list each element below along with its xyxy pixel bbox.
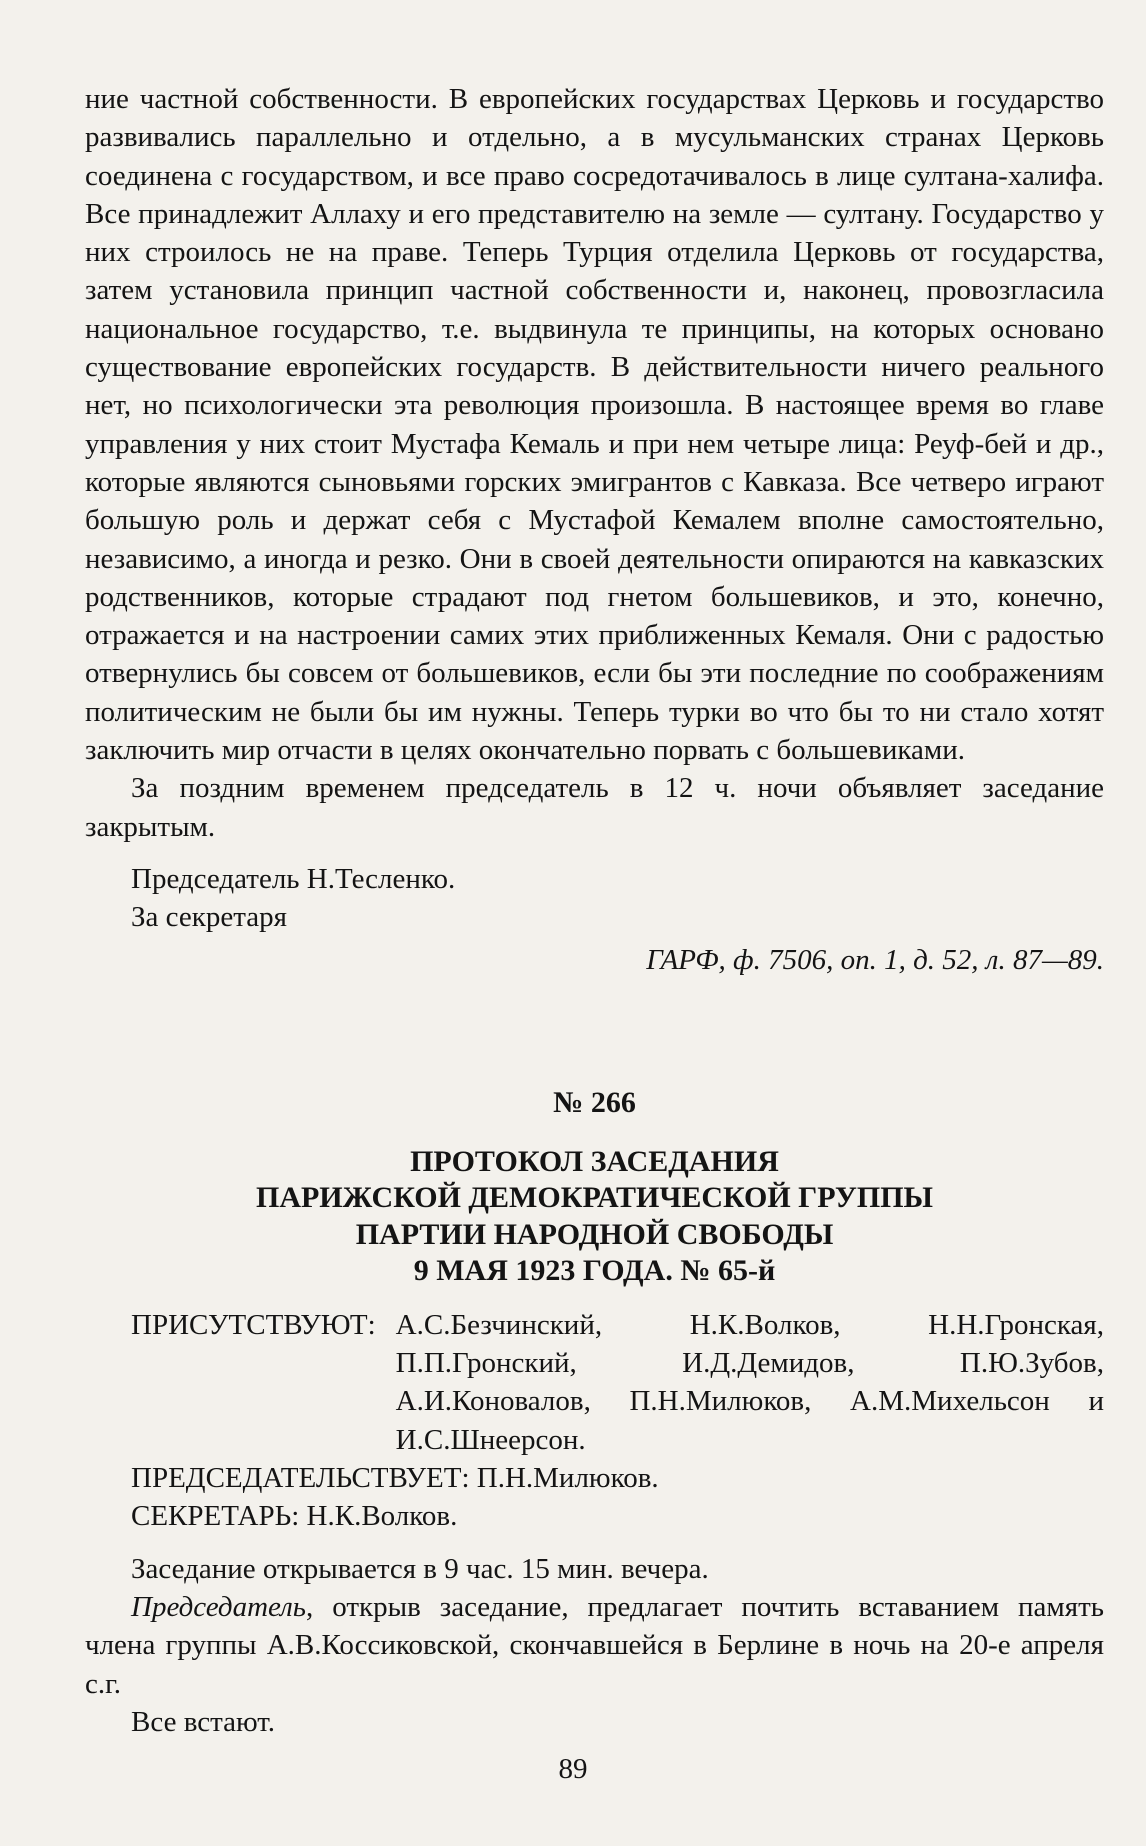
closing-paragraph: За поздним временем председатель в 12 ч. ночи объявляет заседание закрытым. [85, 772, 1104, 843]
title-line: ПАРТИИ НАРОДНОЙ СВОБОДЫ [355, 1217, 834, 1251]
document-number: № 266 [553, 1085, 636, 1119]
all-stand-line: Все встают. [131, 1705, 276, 1738]
chairman-signature: Председатель Н.Тесленко. [131, 862, 456, 895]
protocol-title [85, 1144, 1104, 1290]
attendees-label: ПРИСУТСТВУЮТ: [131, 1308, 376, 1341]
secretary-signature: За секретаря [131, 901, 287, 934]
presiding-line: ПРЕДСЕДАТЕЛЬСТВУЕТ: П.Н.Милюков. [131, 1462, 659, 1495]
chairman-remark-text: , открыв заседание, предлагает почтить вставанием память члена группы А.В.Коссиковской, скончавшейся в Берлине в ночь на 20-е апреля с.г. [85, 1590, 1104, 1700]
secretary-line: СЕКРЕТАРЬ: Н.К.Волков. [131, 1500, 458, 1533]
title-line: ПРОТОКОЛ ЗАСЕДАНИЯ [410, 1144, 779, 1178]
page-body [85, 80, 1104, 1741]
chairman-remark-paragraph [85, 1588, 1104, 1703]
chairman-label: Председатель [131, 1590, 307, 1623]
attendees-block [85, 1306, 1104, 1459]
continuation-paragraph: ние частной собственности. В европейских государствах Церковь и государство развивались параллельно и отдельно, а в мусульманских странах Церковь соединена с государством, и все право сосредотачивалось в лице султана-халифа. Все принадлежит Аллаху и его представителю на земле — султану. Государство у них строилось не на праве. Теперь Турция отделила Церковь от государства, затем установила принцип частной собственности и, наконец, провозгласила национальное государство, т.е. выдвинула те принципы, на которых основано существование европейских государств. В действительности ничего реального нет, но психологически эта революция произошла. В настоящее время во главе управления у них стоит Мустафа Кемаль и при нем четыре лица: Реуф-бей и др., которые являются сыновьями горских эмигрантов с Кавказа. Все четверо играют большую роль и держат себя с Мустафой Кемалем вполне самостоятельно, независимо, а иногда и резко. Они в своей деятельности опираются на кавказских родственников, которые страдают под гнетом большевиков, и это, конечно, отражается и на настроении самих этих приближенных Кемаля. Они с радостью отвернулись бы совсем от большевиков, если бы эти последние по соображениям политическим не были бы им нужны. Теперь турки во что бы то ни стало хотят заключить мир отчасти в целях окончательно порвать с большевиками. [85, 83, 1104, 767]
opening-line: Заседание открывается в 9 час. 15 мин. вечера. [131, 1552, 709, 1585]
archive-source-reference: ГАРФ, ф. 7506, оп. 1, д. 52, л. 87—89. [646, 943, 1104, 976]
title-line: 9 МАЯ 1923 ГОДА. № 65-й [413, 1254, 776, 1288]
page-number: 89 [558, 1753, 588, 1785]
attendees-list: А.С.Безчинский, Н.К.Волков, Н.Н.Гронская, П.П.Гронский, И.Д.Демидов, П.Ю.Зубов, А.И.Коновалов, П.Н.Милюков, А.М.Михельсон и И.С.Шнеерсон. [395, 1308, 1104, 1456]
title-line: ПАРИЖСКОЙ ДЕМОКРАТИЧЕСКОЙ ГРУППЫ [255, 1181, 933, 1215]
